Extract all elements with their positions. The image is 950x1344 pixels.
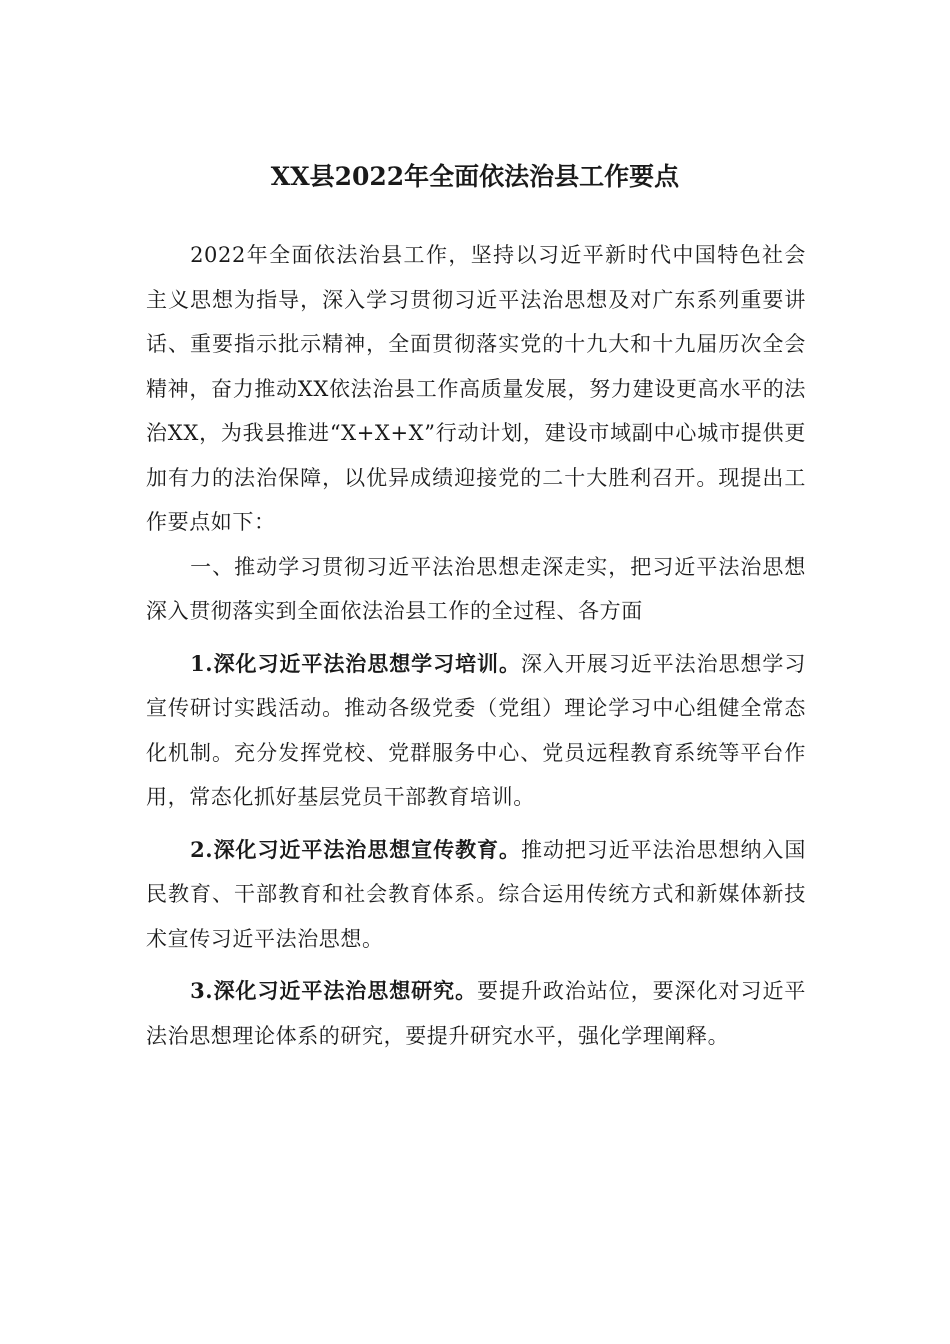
list-item-1 <box>146 642 806 820</box>
section-1-heading: 一、推动学习贯彻习近平法治思想走深走实，把习近平法治思想深入贯彻落实到全面依法治县工作的全过程、各方面 <box>146 554 806 623</box>
list-item-1-text: 深入开展习近平法治思想学习宣传研讨实践活动。推动各级党委（党组）理论学习中心组健全常态化机制。充分发挥党校、党群服务中心、党员远程教育系统等平台作用，常态化抓好基层党员干部教育培训。 <box>146 651 806 809</box>
list-item-2-lead: 2.深化习近平法治思想宣传教育。 <box>190 836 521 862</box>
list-item-1-lead: 1.深化习近平法治思想学习培训。 <box>190 650 521 676</box>
list-item-2-text: 推动把习近平法治思想纳入国民教育、干部教育和社会教育体系。综合运用传统方式和新媒体新技术宣传习近平法治思想。 <box>146 837 806 951</box>
document-body <box>146 233 806 1058</box>
document-title: XX县2022年全面依法治县工作要点 <box>270 162 680 191</box>
list-item-3-text: 要提升政治站位，要深化对习近平法治思想理论体系的研究，要提升研究水平，强化学理阐释。 <box>146 979 806 1048</box>
intro-paragraph: 2022年全面依法治县工作，坚持以习近平新时代中国特色社会主义思想为指导，深入学习贯彻习近平法治思想及对广东系列重要讲话、重要指示批示精神，全面贯彻落实党的十九大和十九届历次全会精神，奋力推动XX依法治县工作高质量发展，努力建设更高水平的法治XX，为我县推进“X+X+X”行动计划，建设市域副中心城市提供更加有力的法治保障，以优异成绩迎接党的二十大胜利召开。现提出工作要点如下： <box>146 243 806 534</box>
list-item-2 <box>146 828 806 962</box>
list-item-3 <box>146 969 806 1058</box>
list-item-3-lead: 3.深化习近平法治思想研究。 <box>190 978 478 1003</box>
